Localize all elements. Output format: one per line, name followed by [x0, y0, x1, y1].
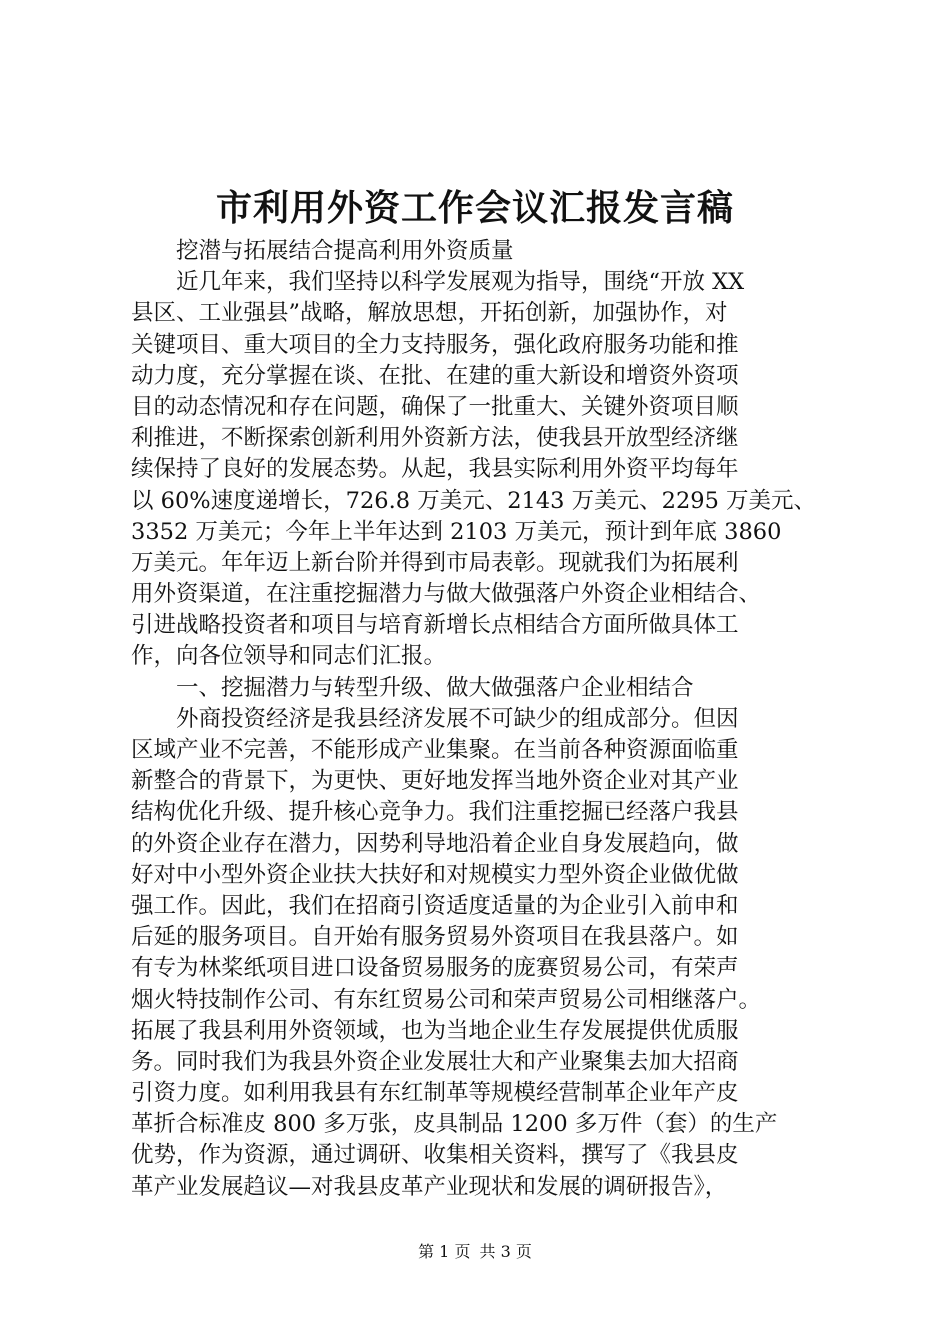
- text-line: 新整合的背景下，为更快、更好地发挥当地外资企业对其产业: [131, 768, 739, 795]
- text-line: 强工作。因此，我们在招商引资适度适量的为企业引入前申和: [131, 892, 739, 919]
- text-line: 革产业发展趋议—对我县皮革产业现状和发展的调研报告》，: [131, 1173, 728, 1200]
- text-line: 区域产业不完善，不能形成产业集聚。在当前各种资源面临重: [131, 737, 739, 763]
- document-title: 市利用外资工作会议汇报发言稿: [215, 187, 734, 229]
- text-line: 利推进，不断探索创新利用外资新方法，使我县开放型经济继: [131, 425, 739, 452]
- text-line: 革折合标准皮 800 多万张，皮具制品 1200 多万件（套）的生产: [131, 1111, 778, 1138]
- text-line: 好对中小型外资企业扶大扶好和对规模实力型外资企业做优做: [131, 861, 739, 888]
- text-line: 引资力度。如利用我县有东红制革等规模经营制革企业年产皮: [131, 1080, 739, 1107]
- text-line: 优势，作为资源，通过调研、收集相关资料，撰写了《我县皮: [131, 1142, 739, 1169]
- text-line: 后延的服务项目。自开始有服务贸易外资项目在我县落户。如: [131, 924, 739, 951]
- text-line: 外商投资经济是我县经济发展不可缺少的组成部分。但因: [176, 705, 739, 732]
- text-line: 挖潜与拓展结合提高利用外资质量: [176, 238, 514, 264]
- text-line: 烟火特技制作公司、有东红贸易公司和荣声贸易公司相继落户。: [131, 986, 762, 1013]
- text-line: 动力度，充分掌握在谈、在批、在建的重大新设和增资外资项: [131, 362, 739, 389]
- text-line: 目的动态情况和存在问题，确保了一批重大、关键外资项目顺: [131, 393, 739, 420]
- text-line: 3352 万美元；今年上半年达到 2103 万美元，预计到年底 3860: [131, 518, 782, 545]
- text-line: 的外资企业存在潜力，因势利导地沿着企业自身发展趋向，做: [131, 830, 739, 857]
- document-body: [131, 236, 831, 1203]
- text-line: 用外资渠道，在注重挖掘潜力与做大做强落户外资企业相结合、: [131, 581, 762, 608]
- text-line: 结构优化升级、提升核心竞争力。我们注重挖掘已经落户我县: [131, 799, 739, 826]
- text-line: 引进战略投资者和项目与培育新增长点相结合方面所做具体工: [131, 612, 739, 639]
- page-footer: [0, 1241, 950, 1263]
- page-number: 第 1 页: [418, 1242, 471, 1261]
- text-line: 近几年来，我们坚持以科学发展观为指导，围绕“开放 XX: [176, 269, 745, 296]
- text-line: 拓展了我县利用外资领域，也为当地企业生存发展提供优质服: [131, 1017, 739, 1044]
- text-line: 作，向各位领导和同志们汇报。: [131, 643, 447, 670]
- text-line: 万美元。年年迈上新台阶并得到市局表彰。现就我们为拓展利: [131, 549, 739, 576]
- page-total: 共 3 页: [479, 1242, 532, 1261]
- text-line: 续保持了良好的发展态势。从起，我县实际利用外资平均每年: [131, 456, 739, 483]
- text-line: 关键项目、重大项目的全力支持服务，强化政府服务功能和推: [131, 331, 739, 358]
- text-line: 务。同时我们为我县外资企业发展壮大和产业聚集去加大招商: [131, 1048, 739, 1075]
- text-line: 以 60%速度递增长，726.8 万美元、2143 万美元、2295 万美元、: [131, 487, 817, 514]
- text-line: 一、挖掘潜力与转型升级、做大做强落户企业相结合: [176, 674, 694, 701]
- text-line: 有专为林桨纸项目进口设备贸易服务的庞赛贸易公司，有荣声: [131, 955, 739, 982]
- text-line: 县区、工业强县”战略，解放思想，开拓创新，加强协作，对: [131, 300, 728, 327]
